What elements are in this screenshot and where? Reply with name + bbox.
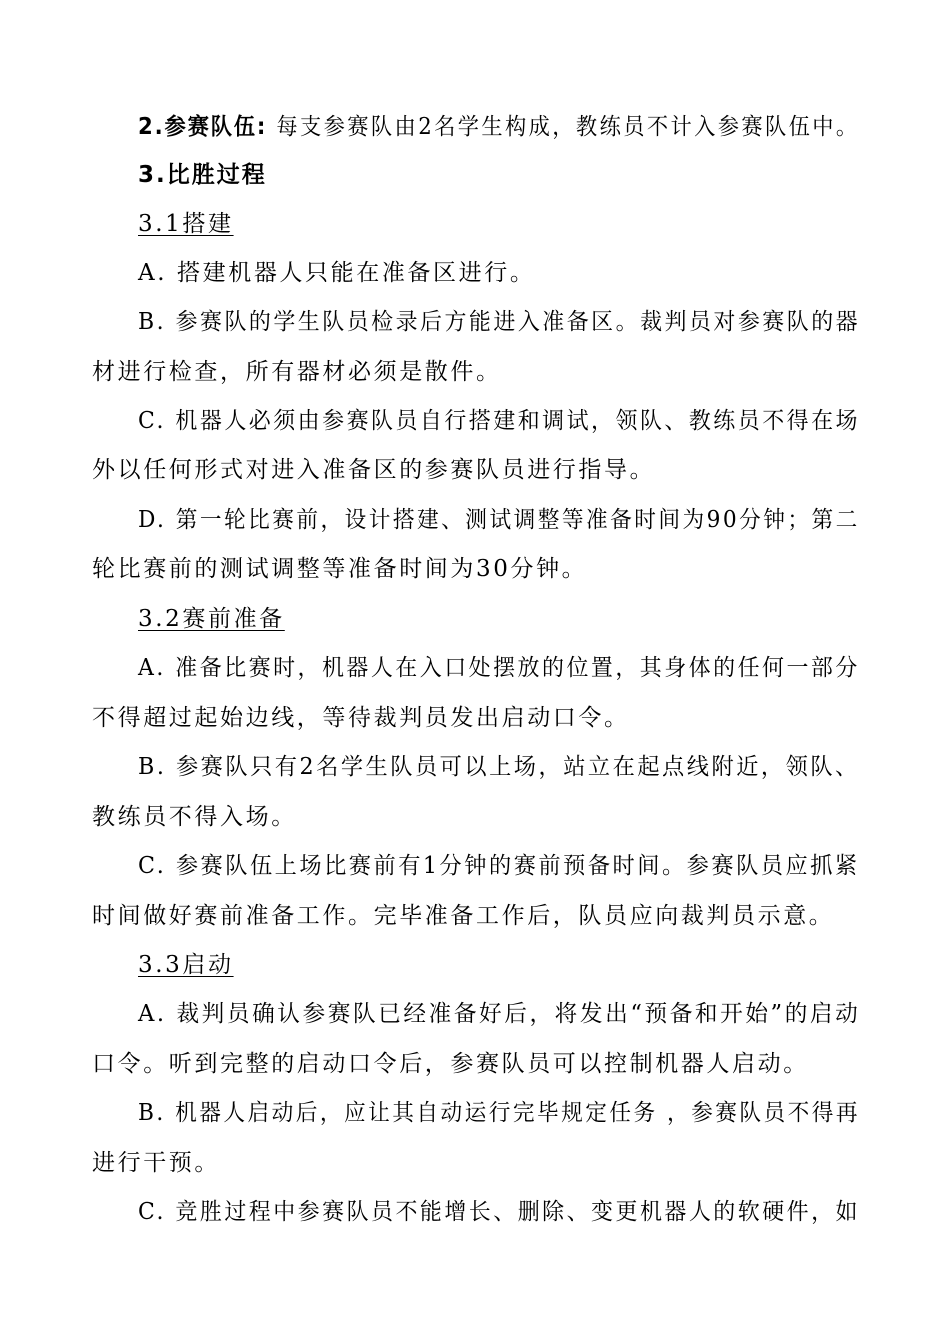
s31-item-a: A. 搭建机器人只能在准备区进行。	[138, 260, 536, 286]
subsection-3-2-title: 3.2赛前准备	[138, 606, 285, 632]
s32-item-a-line1: A. 准备比赛时，机器人在入口处摆放的位置，其身体的任何一部分	[138, 655, 860, 681]
s31-item-c-line1: C. 机器人必须由参赛队员自行搭建和调试，领队、教练员不得在场	[138, 408, 860, 434]
s31-item-b-line2: 材进行检查，所有器材必须是散件。	[92, 359, 502, 385]
s33-item-a-line2: 口令。听到完整的启动口令后，参赛队员可以控制机器人启动。	[92, 1051, 809, 1077]
s31-item-d-line1: D. 第一轮比赛前，设计搭建、测试调整等准备时间为90分钟；第二	[138, 507, 860, 533]
s31-item-c-line2: 外以任何形式对进入准备区的参赛队员进行指导。	[92, 457, 656, 483]
s32-item-c-line2: 时间做好赛前准备工作。完毕准备工作后，队员应向裁判员示意。	[92, 903, 835, 929]
section-2-paragraph	[138, 112, 860, 142]
section-2-label: 2.参赛队伍:	[138, 114, 268, 140]
s31-item-d-line2: 轮比赛前的测试调整等准备时间为30分钟。	[92, 556, 588, 582]
s33-item-b-line1: B. 机器人启动后，应让其自动运行完毕规定任务 ，参赛队员不得再	[138, 1100, 861, 1126]
s33-item-b-line2: 进行干预。	[92, 1150, 220, 1176]
s32-item-b-line2: 教练员不得入场。	[92, 804, 297, 830]
s33-item-c-line1: C. 竞胜过程中参赛队员不能增长、删除、变更机器人的软硬件，如	[138, 1199, 860, 1225]
section-3-title: 3.比胜过程	[138, 162, 267, 188]
subsection-3-1-title: 3.1搭建	[138, 211, 234, 237]
s32-item-c-line1: C. 参赛队伍上场比赛前有1分钟的赛前预备时间。参赛队员应抓紧	[138, 853, 860, 879]
s32-item-b-line1: B. 参赛队只有2名学生队员可以上场，站立在起点线附近，领队、	[138, 754, 860, 780]
s33-item-a-line1: A. 裁判员确认参赛队已经准备好后，将发出“预备和开始”的启动	[138, 1001, 861, 1027]
subsection-3-3-title: 3.3启动	[138, 952, 234, 978]
s31-item-b-line1: B. 参赛队的学生队员检录后方能进入准备区。裁判员对参赛队的器	[138, 309, 861, 335]
s32-item-a-line2: 不得超过起始边线，等待裁判员发出启动口令。	[92, 705, 630, 731]
section-2-text: 每支参赛队由2名学生构成，教练员不计入参赛队伍中。	[276, 114, 860, 140]
